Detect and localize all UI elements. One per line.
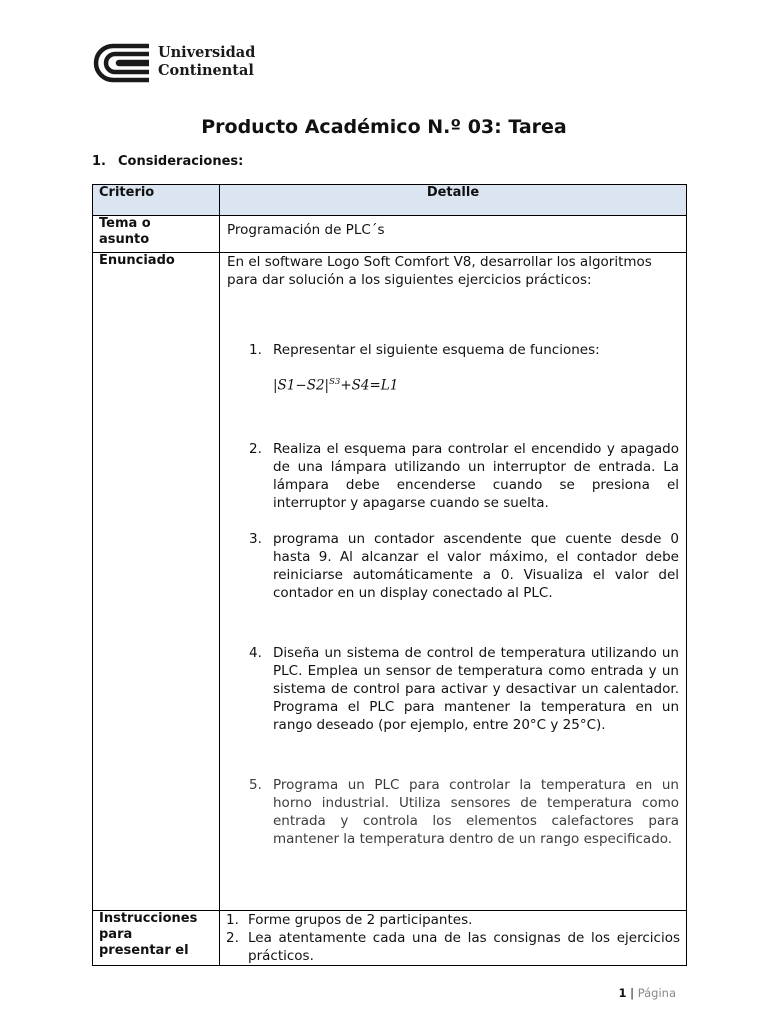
label-tema-line1: Tema o (99, 216, 151, 231)
label-tema-line2: asunto (99, 232, 150, 247)
function-formula (227, 373, 679, 395)
label-instrucciones-line1: Instrucciones (99, 911, 198, 926)
formula-exponent: S3 (329, 377, 341, 387)
exercise-text: Realiza el esquema para controlar el encendido y apagado de una lámpara utilizando un interruptor de entrada. La lámpara debe encenderse cuando se presiona el interruptor y apagarse cuando se suelta. (273, 440, 679, 511)
document-title: Producto Académico N.º 03: Tarea (201, 116, 567, 138)
instruction-number: 1. (226, 912, 239, 928)
instruction-text: Lea atentamente cada una de las consignas de los ejercicios prácticos. (248, 930, 680, 964)
consideraciones-table (92, 184, 687, 966)
instruction-text: Forme grupos de 2 participantes. (248, 912, 473, 928)
exercise-number: 3. (249, 530, 262, 547)
label-instrucciones-line2: para (99, 927, 133, 942)
enunciado-intro: En el software Logo Soft Comfort V8, desarrollar los algoritmos para dar solución a los siguientes ejercicios prácticos: (227, 254, 652, 288)
table-row-enunciado (93, 253, 687, 911)
exercise-text: Diseña un sistema de control de temperatura utilizando un PLC. Emplea un sensor de temperatura como entrada y un sistema de control para activar y desactivar un calentador. Programa el PLC para mantener la temperatura en un rango deseado (por ejemplo, entre 20°C y 25°C). (273, 644, 679, 733)
exercise-item-5 (227, 776, 679, 848)
exercise-text: Programa un PLC para controlar la temperatura en un horno industrial. Utiliza sensores de temperatura como entrada y controla los elementos calefactores para mantener la temperatura dentro de un rango especificado. (273, 776, 679, 847)
page-number: 1 (618, 986, 627, 1000)
table-row-tema (93, 216, 687, 253)
footer-label: Página (637, 986, 676, 1000)
university-logo (91, 42, 261, 84)
footer-separator: | (630, 986, 635, 1000)
label-enunciado: Enunciado (93, 253, 220, 911)
exercise-item-2 (227, 440, 679, 512)
exercise-number: 2. (249, 440, 262, 457)
header-detalle: Detalle (220, 185, 687, 216)
section-number: 1. (92, 154, 106, 169)
instruction-number: 2. (226, 930, 239, 946)
value-enunciado (220, 253, 687, 911)
continental-logo-icon (91, 42, 151, 84)
table-header-row (93, 185, 687, 216)
exercise-number: 5. (249, 776, 262, 793)
header-criterio: Criterio (93, 185, 220, 216)
value-tema: Programación de PLC´s (220, 216, 687, 253)
section-title: Consideraciones: (118, 154, 244, 169)
exercise-number: 4. (249, 644, 262, 661)
exercise-item-4 (227, 644, 679, 734)
instruction-item-1 (226, 911, 680, 929)
label-instrucciones-line3: presentar el (99, 943, 189, 958)
logo-line-2: Continental (158, 62, 254, 79)
label-tema (93, 216, 220, 253)
label-instrucciones (93, 911, 220, 966)
formula-base: |S1−S2| (273, 377, 330, 394)
exercise-item-3 (227, 530, 679, 602)
formula-rest: +S4=L1 (340, 377, 399, 394)
logo-wordmark (158, 44, 255, 80)
exercise-text: programa un contador ascendente que cuente desde 0 hasta 9. Al alcanzar el valor máximo, el contador debe reiniciarse automáticamente a 0. Visualiza el valor del contador en un display conectado al PLC. (273, 530, 679, 601)
page-footer (619, 986, 677, 1000)
exercise-number: 1. (249, 342, 262, 358)
instruction-item-2 (226, 929, 680, 965)
exercise-item-1 (227, 341, 679, 359)
table-row-instrucciones (93, 911, 687, 966)
value-instrucciones (220, 911, 687, 966)
logo-line-1: Universidad (158, 44, 256, 61)
section-heading (92, 152, 243, 172)
exercise-text: Representar el siguiente esquema de funciones: (273, 342, 600, 358)
